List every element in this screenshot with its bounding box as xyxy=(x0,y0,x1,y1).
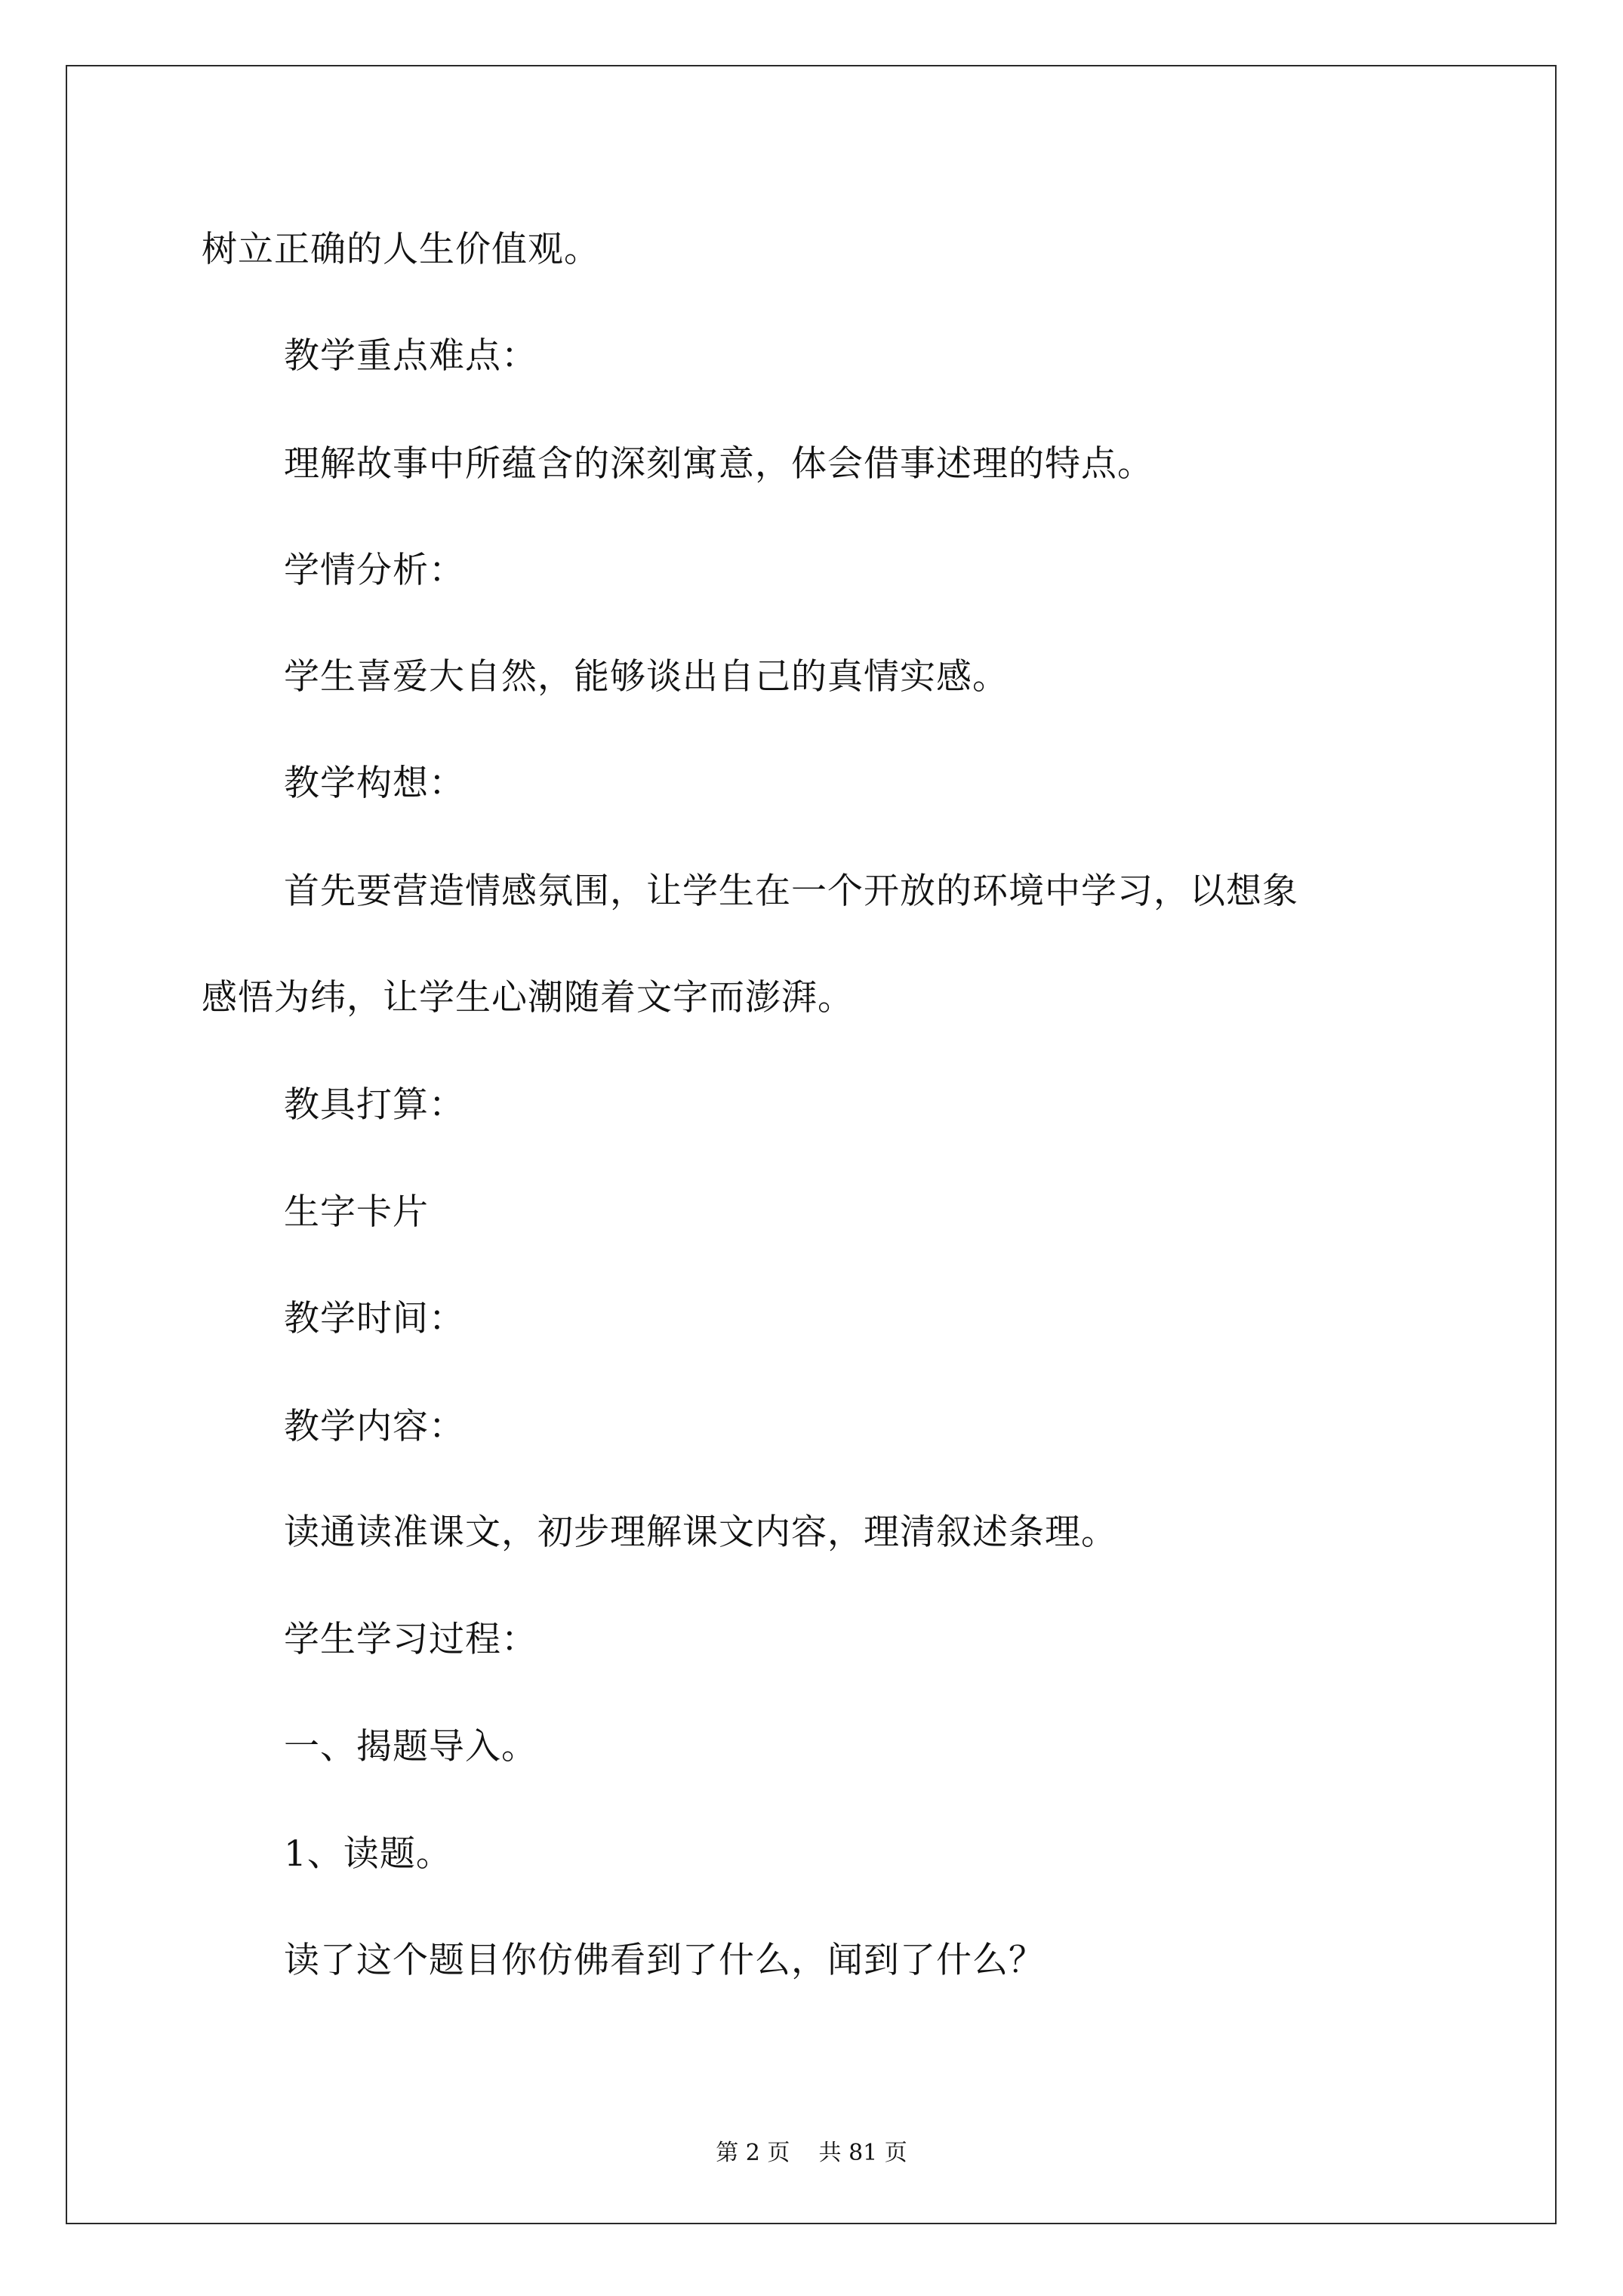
text-line: 教学内容： xyxy=(284,1406,465,1447)
page-footer xyxy=(0,2142,1623,2165)
text-line: 树立正确的人生价值观。 xyxy=(202,229,600,270)
text-line: 1、读题。 xyxy=(284,1833,452,1875)
text-line: 感悟为纬，让学生心潮随着文字而澎湃。 xyxy=(202,977,854,1019)
page-total: 共 81 页 xyxy=(818,2140,907,2166)
text-line: 教学重点难点： xyxy=(284,335,537,377)
text-line: 读了这个题目你仿佛看到了什么，闻到了什么？ xyxy=(284,1940,1045,1981)
text-line: 生字卡片 xyxy=(284,1191,429,1233)
text-line: 学生学习过程： xyxy=(284,1619,537,1660)
text-line: 学情分析： xyxy=(284,550,465,591)
footer-gap xyxy=(790,2140,818,2166)
text-line: 教学构想： xyxy=(284,763,465,804)
text-line: 读通读准课文，初步理解课文内容，理清叙述条理。 xyxy=(284,1512,1117,1553)
text-line: 理解故事中所蕴含的深刻寓意，体会借事述理的特点。 xyxy=(284,443,1153,485)
text-line: 教具打算： xyxy=(284,1084,465,1126)
text-line: 学生喜爱大自然，能够谈出自己的真情实感。 xyxy=(284,656,1009,698)
page-border xyxy=(66,65,1557,2224)
page-number: 第 2 页 xyxy=(716,2140,790,2166)
text-line: 首先要营造情感氛围，让学生在一个开放的环境中学习，以想象 xyxy=(284,871,1298,912)
text-line: 教学时间： xyxy=(284,1298,465,1339)
text-line: 一、揭题导入。 xyxy=(284,1726,537,1767)
